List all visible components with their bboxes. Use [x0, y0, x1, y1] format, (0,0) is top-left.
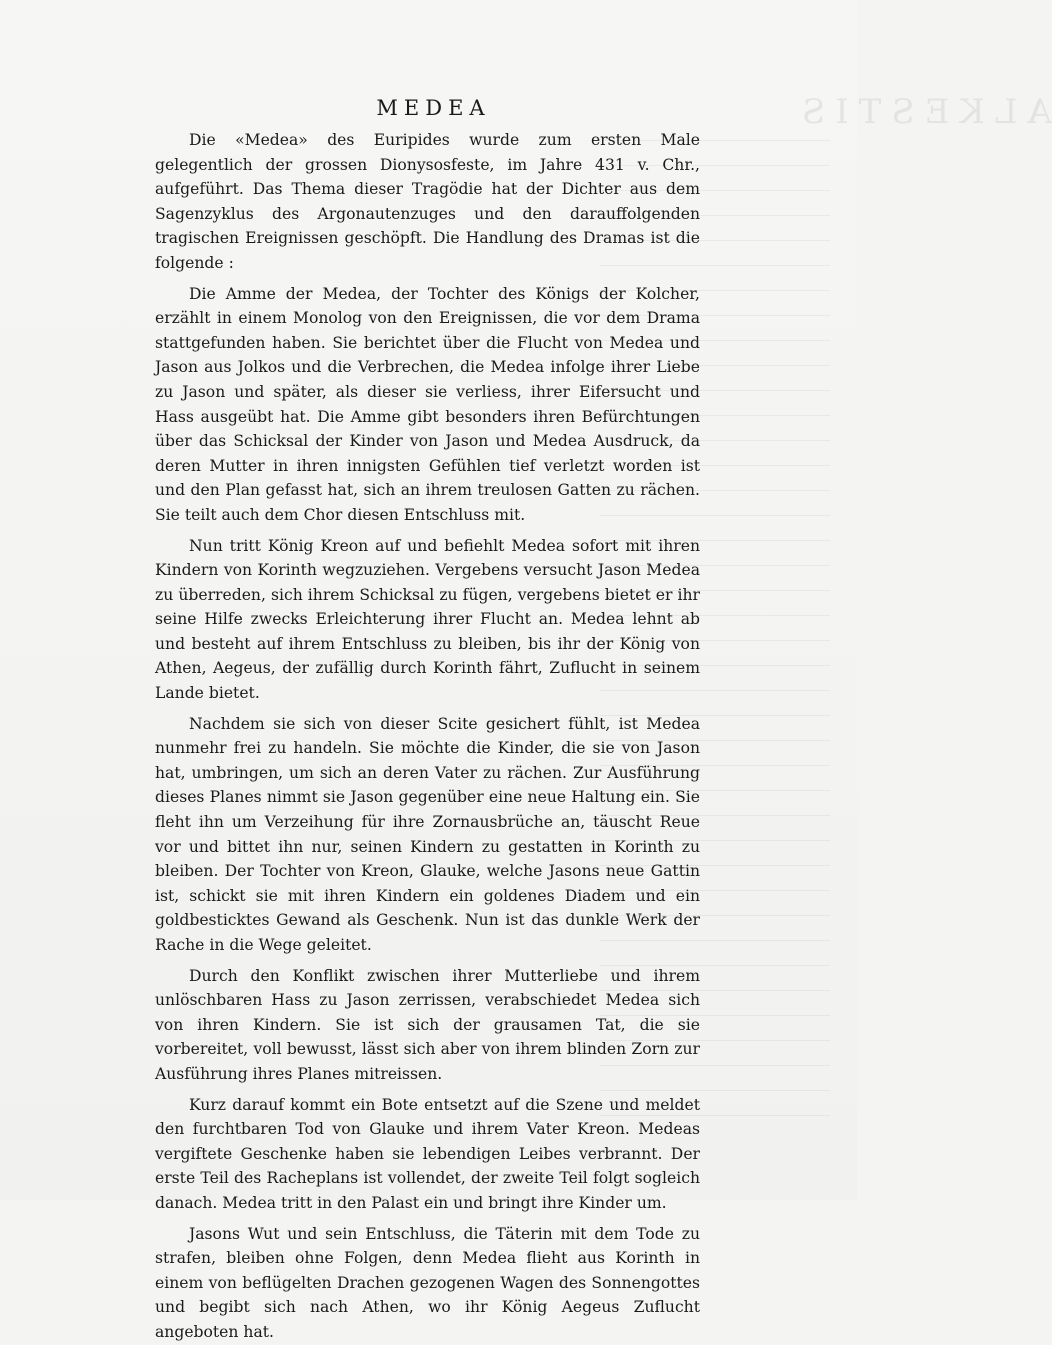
- page-title: MEDEA: [376, 96, 491, 120]
- paragraph: Nachdem sie sich von dieser Scite gesichert fühlt, ist Medea nunmehr frei zu handeln. Sie möchte die Kinder, die sie von Jason hat, umbringen, um sich an deren Vater zu rächen. Zur Ausführung dieses Planes nimmt sie Jason gegenüber eine neue Haltung ein. Sie fleht ihn um Verzeihung für ihre Zornausbrüche an, täuscht Reue vor und bittet ihn nur, seinen Kindern zu gestatten in Korinth zu bleiben. Der Tochter von Kreon, Glauke, welche Jasons neue Gattin ist, schickt sie mit ihren Kindern ein goldenes Diadem und ein goldbesticktes Gewand als Geschenk. Nun ist das dunkle Werk der Rache in die Wege geleitet.: [155, 714, 700, 954]
- body-text: [155, 128, 700, 1345]
- paragraph: Die «Medea» des Euripides wurde zum ersten Male gelegentlich der grossen Dionysosfeste, im Jahre 431 v. Chr., aufgeführt. Das Thema dieser Tragödie hat der Dichter aus dem Sagenzyklus des Argonautenzuges und den darauffolgenden tragischen Ereignissen geschöpft. Die Handlung des Dramas ist die folgende :: [155, 131, 700, 272]
- show-through-heading: ALKESTIS: [792, 92, 1052, 132]
- paragraph: Jasons Wut und sein Entschluss, die Täterin mit dem Tode zu strafen, bleiben ohne Folgen, denn Medea flieht aus Korinth in einem von beflügelten Drachen gezogenen Wagen des Sonnengottes und begibt sich nach Athen, wo ihr König Aegeus Zuflucht angeboten hat.: [155, 1224, 700, 1341]
- paragraph: Kurz darauf kommt ein Bote entsetzt auf die Szene und meldet den furchtbaren Tod von Glauke und ihrem Vater Kreon. Medeas vergiftete Geschenke haben sie lebendigen Leibes verbrannt. Der erste Teil des Racheplans ist vollendet, der zweite Teil folgt sogleich danach. Medea tritt in den Palast ein und bringt ihre Kinder um.: [155, 1095, 700, 1212]
- paragraph: Durch den Konflikt zwischen ihrer Mutterliebe und ihrem unlöschbaren Hass zu Jason zerrissen, verabschiedet Medea sich von ihren Kindern. Sie ist sich der grausamen Tat, die sie vorbereitet, voll bewusst, lässt sich aber von ihrem blinden Zorn zur Ausführung ihres Planes mitreissen.: [155, 966, 700, 1083]
- paragraph: Nun tritt König Kreon auf und befiehlt Medea sofort mit ihren Kindern von Korinth wegzuziehen. Vergebens versucht Jason Medea zu überreden, sich ihrem Schicksal zu fügen, vergebens bietet er ihr seine Hilfe zwecks Erleichterung ihrer Flucht an. Medea lehnt ab und besteht auf ihrem Entschluss zu bleiben, bis ihr der König von Athen, Aegeus, der zufällig durch Korinth fährt, Zuflucht in seinem Lande bietet.: [155, 536, 700, 703]
- paragraph: Die Amme der Medea, der Tochter des Königs der Kolcher, erzählt in einem Monolog von den Ereignissen, die vor dem Drama stattgefunden haben. Sie berichtet über die Flucht von Medea und Jason aus Jolkos und die Verbrechen, die Medea infolge ihrer Liebe zu Jason und später, als dieser sie verliess, ihrer Eifersucht und Hass ausgeübt hat. Die Amme gibt besonders ihren Befürchtungen über das Schicksal der Kinder von Jason und Medea Ausdruck, da deren Mutter in ihren innigsten Gefühlen tief verletzt worden ist und den Plan gefasst hat, sich an ihrem treulosen Gatten zu rächen. Sie teilt auch dem Chor diesen Entschluss mit.: [155, 284, 700, 524]
